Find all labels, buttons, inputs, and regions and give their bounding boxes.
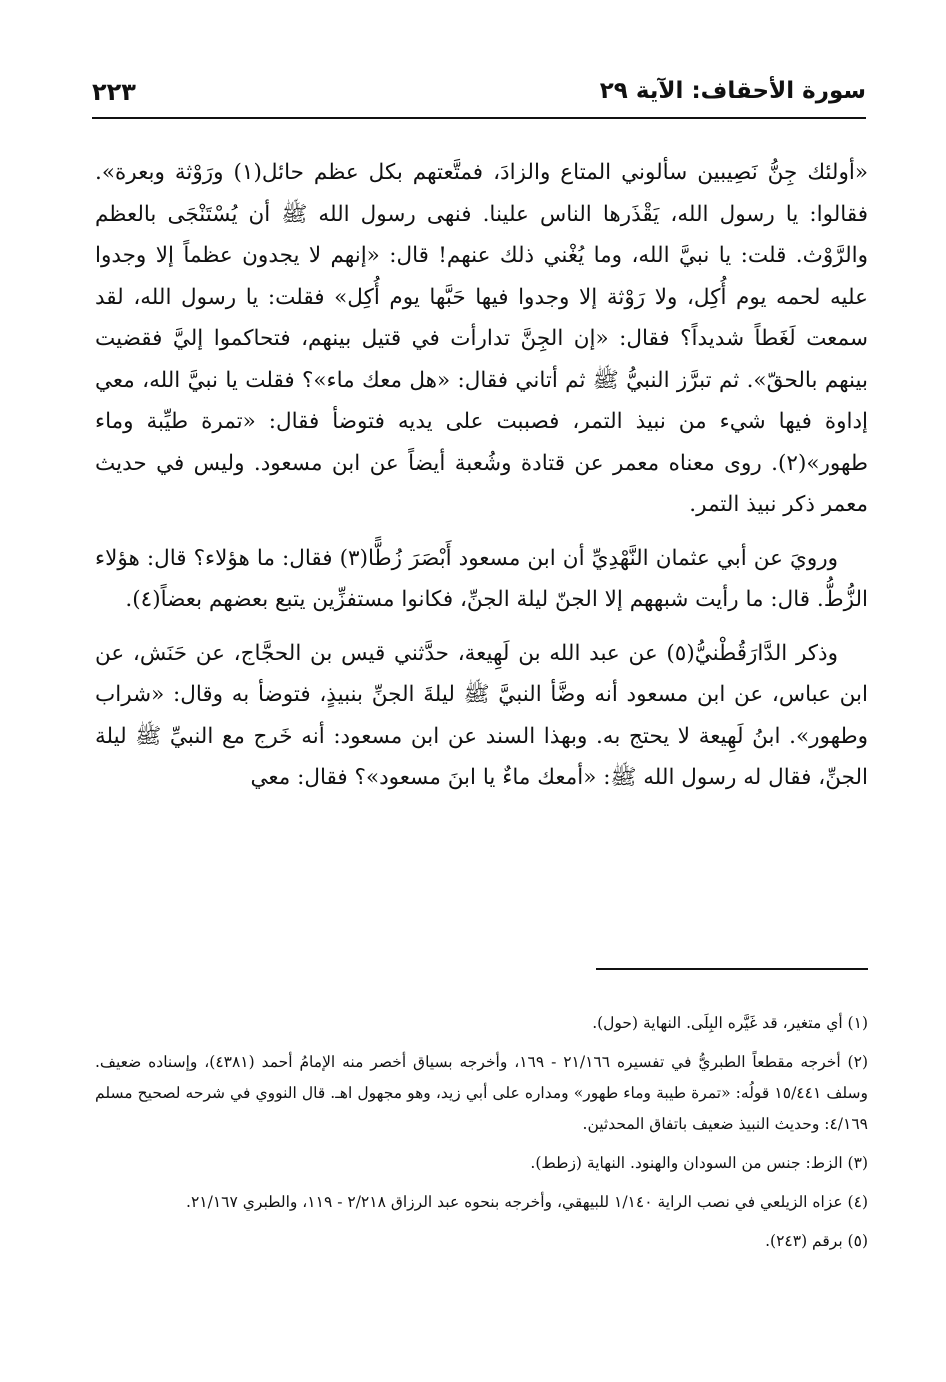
footnote-3: (٣) الزط: جنس من السودان والهنود. النهاية (زطط).: [530, 1154, 868, 1172]
page-number: ٢٢٣: [92, 78, 136, 106]
footnote-4: (٤) عزاه الزيلعي في نصب الراية ١/١٤٠ للبيهقي، وأخرجه بنحوه عبد الرزاق ٢/٢١٨ - ١١٩، والطبري ٢١/١٦٧.: [186, 1193, 868, 1211]
paragraph-1: «أولئك جِنُّ نَصِيبين سألوني المتاع والزادَ، فمتَّعتهم بكل عظم حائل(١) ورَوْثة وبعرة». فقالوا: يا رسول الله، يَقْذَرها الناس علينا. فنهى رسول الله ﷺ أن يُسْتَنْجَى بالعظم والرَّوْث. قلت: يا نبيَّ الله، وما يُغْني ذلك عنهم! قال: «إنهم لا يجدون عظماً إلا وجدوا عليه لحمه يوم أُكِل، ولا رَوْثة إلا وجدوا فيها حَبَّها يوم أُكِل» فقلت: يا رسول الله، لقد سمعت لَغَطاً شديداً؟ فقال: «إن الجِنَّ تدارأت في قتيل بينهم، فتحاكموا إليَّ فقضيت بينهم بالحقّ». ثم تبرَّز النبيُّ ﷺ ثم أتاني فقال: «هل معك ماء»؟ فقلت يا نبيَّ الله، معي إداوة فيها شيء من نبيذ التمر، فصببت على يديه فتوضأ فقال: «تمرة طيِّبة وماء طهور»(٢). روى معناه معمر عن قتادة وشُعبة أيضاً عن ابن مسعود. وليس في حديث معمر ذكر نبيذ التمر.: [95, 160, 868, 517]
surah-title: سورة الأحقاف: الآية ٢٩: [599, 78, 866, 104]
page-header: [92, 78, 866, 114]
footnotes: [95, 1008, 868, 1265]
paragraph-3: وذكر الدَّارَقُطْنيُّ(٥) عن عبد الله بن لَهِيعة، حدَّثني قيس بن الحجَّاج، عن حَنَش، عن ابن عباس، عن ابن مسعود أنه وضَّأ النبيَّ ﷺ ليلةَ الجنِّ بنبيذٍ، فتوضأ به وقال: «شراب وطهور». ابنُ لَهِيعة لا يحتج به. وبهذا السند عن ابن مسعود: أنه خَرج مع النبيِّ ﷺ ليلة الجنِّ، فقال له رسول الله ﷺ: «أمعك ماءٌ يا ابنَ مسعود»؟ فقال: معي: [95, 640, 868, 790]
footnote-5: (٥) برقم (٢٤٣).: [765, 1232, 868, 1250]
main-text: [95, 152, 868, 799]
paragraph-2: ورويَ عن أبي عثمان النَّهْدِيِّ أن ابن مسعود أَبْصَرَ زُطًّا(٣) فقال: ما هؤلاء؟ قال: هؤلاء الزُّطُّ. قال: ما رأيت شبههم إلا الجنّ ليلة الجنِّ، فكانوا مستفزِّين يتبع بعضهم بعضاً(٤).: [95, 545, 868, 612]
footnote-2: (٢) أخرجه مقطعاً الطبريُّ في تفسيره ٢١/١٦٦ - ١٦٩، وأخرجه بسياق أخصر منه الإمامُ أحمد (٤٣٨١)، وإسناده ضعيف. وسلف ١٥/٤٤١ قولُه: «تمرة طيبة وماء طهور» ومداره على أبي زيد، وهو مجهول اهـ. قال النووي في شرحه لصحيح مسلم ٤/١٦٩: وحديث النبيذ ضعيف باتفاق المحدثين.: [95, 1053, 868, 1133]
header-divider: [92, 117, 866, 119]
footnote-1: (١) أي متغير، قد غَيَّره البِلَى. النهاية (حول).: [592, 1014, 868, 1032]
footnote-divider: [596, 968, 868, 970]
